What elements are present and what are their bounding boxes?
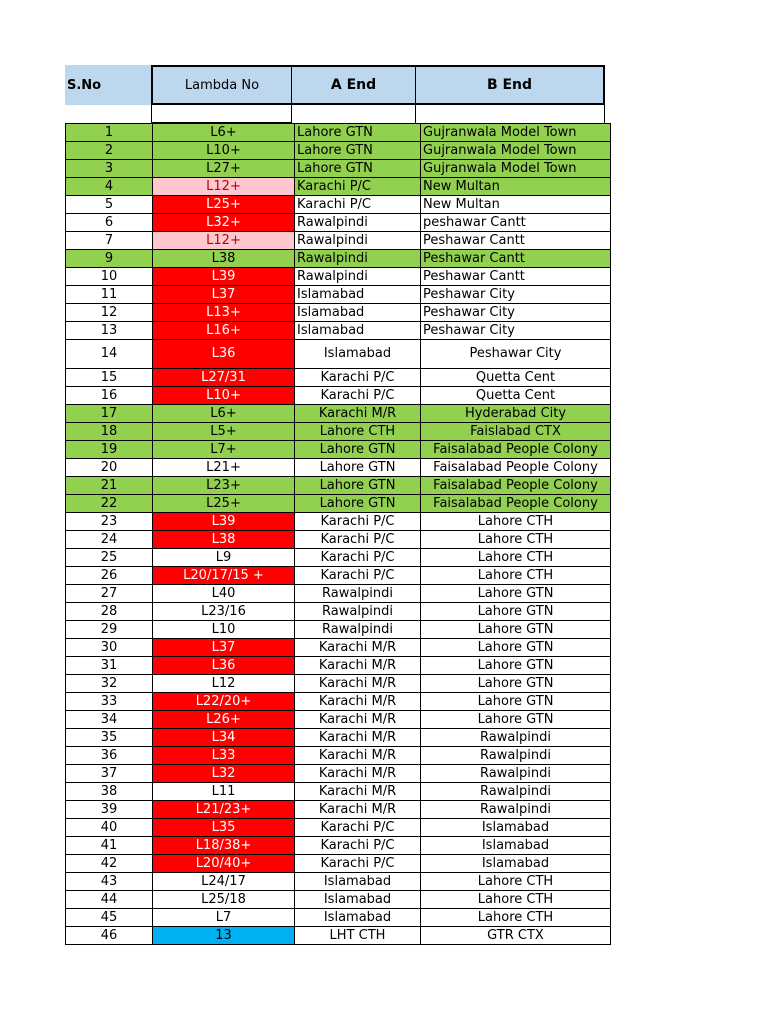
cell-b-end[interactable]: Islamabad [421, 855, 611, 873]
cell-sno[interactable]: 42 [66, 855, 153, 873]
cell-b-end[interactable]: Peshawar City [421, 286, 611, 304]
table-row [66, 322, 611, 340]
cell-a-end[interactable]: Rawalpindi [295, 621, 421, 639]
table-row [66, 232, 611, 250]
cell-sno[interactable]: 30 [66, 639, 153, 657]
cell-sno[interactable]: 16 [66, 387, 153, 405]
cell-sno[interactable]: 15 [66, 369, 153, 387]
table-row [66, 214, 611, 232]
cell-a-end[interactable]: Islamabad [295, 304, 421, 322]
table-row [66, 405, 611, 423]
cell-a-end[interactable]: Karachi M/R [295, 747, 421, 765]
cell-b-end[interactable]: Lahore CTH [421, 567, 611, 585]
cell-a-end[interactable]: Islamabad [295, 909, 421, 927]
cell-sno[interactable]: 18 [66, 423, 153, 441]
cell-sno[interactable]: 26 [66, 567, 153, 585]
cell-lambda-no[interactable]: L32 [153, 765, 295, 783]
cell-a-end[interactable]: Karachi P/C [295, 513, 421, 531]
table-row [66, 531, 611, 549]
cell-sno[interactable]: 46 [66, 927, 153, 945]
cell-lambda-no[interactable]: L26+ [153, 711, 295, 729]
table-row [66, 837, 611, 855]
cell-a-end[interactable]: Karachi P/C [295, 855, 421, 873]
cell-lambda-no[interactable]: L40 [153, 585, 295, 603]
cell-a-end[interactable]: Lahore GTN [295, 160, 421, 178]
table-row [66, 711, 611, 729]
cell-a-end[interactable]: Rawalpindi [295, 232, 421, 250]
cell-lambda-no[interactable]: L9 [153, 549, 295, 567]
table-row [66, 387, 611, 405]
cell-lambda-no[interactable]: L27+ [153, 160, 295, 178]
table-row [66, 765, 611, 783]
cell-sno[interactable]: 43 [66, 873, 153, 891]
cell-sno[interactable]: 41 [66, 837, 153, 855]
cell-sno[interactable]: 24 [66, 531, 153, 549]
table-row [66, 729, 611, 747]
cell-sno[interactable]: 31 [66, 657, 153, 675]
table-row [66, 160, 611, 178]
cell-lambda-no[interactable]: L23/16 [153, 603, 295, 621]
cell-sno[interactable]: 36 [66, 747, 153, 765]
cell-a-end[interactable]: Karachi M/R [295, 783, 421, 801]
table-row [66, 783, 611, 801]
cell-b-end[interactable]: Lahore CTH [421, 513, 611, 531]
table-row [66, 286, 611, 304]
cell-b-end[interactable]: Faisalabad People Colony [421, 459, 611, 477]
header-row [65, 65, 606, 105]
cell-lambda-no[interactable]: L34 [153, 729, 295, 747]
cell-b-end[interactable]: Peshawar Cantt [421, 268, 611, 286]
header-sno[interactable]: S.No [65, 65, 151, 105]
cell-sno[interactable]: 22 [66, 495, 153, 513]
cell-sno[interactable]: 4 [66, 178, 153, 196]
cell-lambda-no[interactable]: L25+ [153, 495, 295, 513]
table-row [66, 819, 611, 837]
table-row [66, 340, 611, 369]
cell-lambda-no[interactable]: L21/23+ [153, 801, 295, 819]
cell-lambda-no[interactable]: L39 [153, 513, 295, 531]
cell-b-end[interactable]: Faisalabad People Colony [421, 495, 611, 513]
cell-sno[interactable]: 19 [66, 441, 153, 459]
cell-a-end[interactable]: Karachi P/C [295, 819, 421, 837]
cell-lambda-no[interactable]: L18/38+ [153, 837, 295, 855]
cell-a-end[interactable]: Karachi M/R [295, 693, 421, 711]
cell-b-end[interactable]: Quetta Cent [421, 369, 611, 387]
cell-a-end[interactable]: Karachi M/R [295, 639, 421, 657]
cell-a-end[interactable]: Islamabad [295, 873, 421, 891]
table-row [66, 801, 611, 819]
cell-b-end[interactable]: Peshawar Cantt [421, 232, 611, 250]
cell-a-end[interactable]: Islamabad [295, 891, 421, 909]
cell-b-end[interactable]: Lahore GTN [421, 693, 611, 711]
cell-b-end[interactable]: Lahore CTH [421, 531, 611, 549]
cell-a-end[interactable]: Karachi P/C [295, 549, 421, 567]
cell-a-end[interactable]: Karachi M/R [295, 675, 421, 693]
blank-cell[interactable] [151, 105, 292, 123]
cell-a-end[interactable]: Islamabad [295, 286, 421, 304]
lambda-table [65, 123, 611, 945]
table-row [66, 477, 611, 495]
cell-lambda-no[interactable]: L24/17 [153, 873, 295, 891]
header-b-end[interactable]: B End [416, 65, 605, 105]
header-a-end[interactable]: A End [292, 65, 416, 105]
cell-b-end[interactable]: peshawar Cantt [421, 214, 611, 232]
cell-sno[interactable]: 25 [66, 549, 153, 567]
cell-lambda-no[interactable]: L36 [153, 340, 295, 369]
blank-cell[interactable] [292, 105, 416, 123]
cell-sno[interactable]: 11 [66, 286, 153, 304]
cell-b-end[interactable]: Lahore GTN [421, 603, 611, 621]
table-row [66, 693, 611, 711]
cell-lambda-no[interactable]: L20/40+ [153, 855, 295, 873]
cell-lambda-no[interactable]: L37 [153, 639, 295, 657]
cell-lambda-no[interactable]: L12+ [153, 178, 295, 196]
table-row [66, 891, 611, 909]
cell-lambda-no[interactable]: L10+ [153, 142, 295, 160]
cell-b-end[interactable]: Faisalabad People Colony [421, 477, 611, 495]
table-row [66, 567, 611, 585]
cell-a-end[interactable]: Rawalpindi [295, 603, 421, 621]
cell-lambda-no[interactable]: L13+ [153, 304, 295, 322]
table-row [66, 178, 611, 196]
cell-a-end[interactable]: Karachi P/C [295, 837, 421, 855]
cell-b-end[interactable]: Islamabad [421, 819, 611, 837]
cell-lambda-no[interactable]: L39 [153, 268, 295, 286]
table-row [66, 603, 611, 621]
table-row [66, 855, 611, 873]
cell-lambda-no[interactable]: L38 [153, 250, 295, 268]
cell-sno[interactable]: 45 [66, 909, 153, 927]
cell-lambda-no[interactable]: L22/20+ [153, 693, 295, 711]
cell-b-end[interactable]: Lahore GTN [421, 639, 611, 657]
cell-a-end[interactable]: Karachi M/R [295, 711, 421, 729]
table-row [66, 495, 611, 513]
cell-lambda-no[interactable]: L32+ [153, 214, 295, 232]
cell-a-end[interactable]: Lahore GTN [295, 441, 421, 459]
cell-b-end[interactable]: Lahore GTN [421, 657, 611, 675]
cell-sno[interactable]: 37 [66, 765, 153, 783]
cell-lambda-no[interactable]: L11 [153, 783, 295, 801]
cell-lambda-no[interactable]: L7 [153, 909, 295, 927]
cell-sno[interactable]: 33 [66, 693, 153, 711]
cell-b-end[interactable]: Peshawar City [421, 340, 611, 369]
blank-cell[interactable] [416, 105, 605, 123]
cell-a-end[interactable]: Lahore GTN [295, 477, 421, 495]
cell-a-end[interactable]: LHT CTH [295, 927, 421, 945]
table-row [66, 585, 611, 603]
cell-sno[interactable]: 17 [66, 405, 153, 423]
table-row [66, 441, 611, 459]
cell-b-end[interactable]: Gujranwala Model Town [421, 124, 611, 142]
table-row [66, 873, 611, 891]
cell-a-end[interactable]: Karachi M/R [295, 765, 421, 783]
cell-b-end[interactable]: Lahore CTH [421, 873, 611, 891]
cell-lambda-no[interactable]: L36 [153, 657, 295, 675]
cell-sno[interactable]: 27 [66, 585, 153, 603]
cell-b-end[interactable]: Quetta Cent [421, 387, 611, 405]
cell-sno[interactable]: 12 [66, 304, 153, 322]
cell-b-end[interactable]: Faisalabad People Colony [421, 441, 611, 459]
cell-b-end[interactable]: Rawalpindi [421, 765, 611, 783]
cell-b-end[interactable]: Faislabad CTX [421, 423, 611, 441]
cell-sno[interactable]: 44 [66, 891, 153, 909]
cell-lambda-no[interactable]: L25+ [153, 196, 295, 214]
cell-sno[interactable]: 39 [66, 801, 153, 819]
table-row [66, 196, 611, 214]
cell-a-end[interactable]: Karachi P/C [295, 196, 421, 214]
table-row [66, 549, 611, 567]
cell-b-end[interactable]: Rawalpindi [421, 783, 611, 801]
cell-a-end[interactable]: Karachi P/C [295, 178, 421, 196]
cell-b-end[interactable]: Islamabad [421, 837, 611, 855]
cell-lambda-no[interactable]: L23+ [153, 477, 295, 495]
cell-lambda-no[interactable]: L38 [153, 531, 295, 549]
cell-sno[interactable]: 3 [66, 160, 153, 178]
table-row [66, 927, 611, 945]
blank-row [65, 105, 606, 123]
cell-lambda-no[interactable]: L10+ [153, 387, 295, 405]
table-row [66, 747, 611, 765]
cell-a-end[interactable]: Lahore GTN [295, 142, 421, 160]
cell-a-end[interactable]: Karachi M/R [295, 657, 421, 675]
cell-a-end[interactable]: Rawalpindi [295, 268, 421, 286]
cell-b-end[interactable]: Lahore CTH [421, 891, 611, 909]
cell-sno[interactable]: 10 [66, 268, 153, 286]
cell-sno[interactable]: 9 [66, 250, 153, 268]
cell-lambda-no[interactable]: L20/17/15 + [153, 567, 295, 585]
table-row [66, 639, 611, 657]
cell-sno[interactable]: 29 [66, 621, 153, 639]
cell-sno[interactable]: 32 [66, 675, 153, 693]
cell-sno[interactable]: 1 [66, 124, 153, 142]
cell-lambda-no[interactable]: L33 [153, 747, 295, 765]
cell-b-end[interactable]: Gujranwala Model Town [421, 142, 611, 160]
header-lambda-no[interactable]: Lambda No [151, 65, 292, 105]
cell-b-end[interactable]: Rawalpindi [421, 747, 611, 765]
cell-a-end[interactable]: Lahore GTN [295, 459, 421, 477]
cell-lambda-no[interactable]: L25/18 [153, 891, 295, 909]
cell-lambda-no[interactable]: L37 [153, 286, 295, 304]
cell-b-end[interactable]: New Multan [421, 178, 611, 196]
table-row [66, 459, 611, 477]
table-row [66, 621, 611, 639]
cell-lambda-no[interactable]: L7+ [153, 441, 295, 459]
cell-a-end[interactable]: Lahore CTH [295, 423, 421, 441]
cell-b-end[interactable]: Rawalpindi [421, 729, 611, 747]
cell-sno[interactable]: 34 [66, 711, 153, 729]
cell-a-end[interactable]: Karachi P/C [295, 531, 421, 549]
cell-b-end[interactable]: Lahore CTH [421, 909, 611, 927]
cell-a-end[interactable]: Islamabad [295, 340, 421, 369]
cell-a-end[interactable]: Lahore GTN [295, 124, 421, 142]
table-row [66, 268, 611, 286]
cell-a-end[interactable]: Rawalpindi [295, 214, 421, 232]
cell-b-end[interactable]: Peshawar Cantt [421, 250, 611, 268]
cell-lambda-no[interactable]: L21+ [153, 459, 295, 477]
cell-lambda-no[interactable]: 13 [153, 927, 295, 945]
cell-b-end[interactable]: Lahore GTN [421, 711, 611, 729]
cell-b-end[interactable]: Hyderabad City [421, 405, 611, 423]
cell-sno[interactable]: 13 [66, 322, 153, 340]
cell-sno[interactable]: 28 [66, 603, 153, 621]
cell-lambda-no[interactable]: L27/31 [153, 369, 295, 387]
cell-b-end[interactable]: Lahore CTH [421, 549, 611, 567]
cell-a-end[interactable]: Karachi P/C [295, 369, 421, 387]
cell-a-end[interactable]: Islamabad [295, 322, 421, 340]
cell-lambda-no[interactable]: L12 [153, 675, 295, 693]
table-row [66, 657, 611, 675]
cell-lambda-no[interactable]: L6+ [153, 405, 295, 423]
cell-sno[interactable]: 14 [66, 340, 153, 369]
table-row [66, 250, 611, 268]
cell-sno[interactable]: 20 [66, 459, 153, 477]
table-row [66, 513, 611, 531]
cell-lambda-no[interactable]: L12+ [153, 232, 295, 250]
cell-sno[interactable]: 35 [66, 729, 153, 747]
cell-sno[interactable]: 40 [66, 819, 153, 837]
table-row [66, 142, 611, 160]
table-row [66, 124, 611, 142]
cell-b-end[interactable]: Lahore GTN [421, 621, 611, 639]
cell-a-end[interactable]: Karachi M/R [295, 729, 421, 747]
cell-sno[interactable]: 38 [66, 783, 153, 801]
cell-a-end[interactable]: Rawalpindi [295, 585, 421, 603]
cell-sno[interactable]: 23 [66, 513, 153, 531]
cell-b-end[interactable]: New Multan [421, 196, 611, 214]
cell-lambda-no[interactable]: L5+ [153, 423, 295, 441]
cell-a-end[interactable]: Karachi P/C [295, 387, 421, 405]
cell-sno[interactable]: 7 [66, 232, 153, 250]
cell-a-end[interactable]: Rawalpindi [295, 250, 421, 268]
table-row [66, 909, 611, 927]
cell-a-end[interactable]: Karachi M/R [295, 801, 421, 819]
cell-b-end[interactable]: Lahore GTN [421, 675, 611, 693]
table-row [66, 304, 611, 322]
cell-sno[interactable]: 6 [66, 214, 153, 232]
cell-lambda-no[interactable]: L16+ [153, 322, 295, 340]
cell-lambda-no[interactable]: L6+ [153, 124, 295, 142]
cell-b-end[interactable]: GTR CTX [421, 927, 611, 945]
spreadsheet [65, 65, 606, 945]
cell-lambda-no[interactable]: L35 [153, 819, 295, 837]
table-row [66, 369, 611, 387]
cell-b-end[interactable]: Lahore GTN [421, 585, 611, 603]
cell-b-end[interactable]: Peshawar City [421, 304, 611, 322]
table-row [66, 423, 611, 441]
cell-a-end[interactable]: Karachi P/C [295, 567, 421, 585]
cell-a-end[interactable]: Lahore GTN [295, 495, 421, 513]
cell-a-end[interactable]: Karachi M/R [295, 405, 421, 423]
table-row [66, 675, 611, 693]
cell-sno[interactable]: 2 [66, 142, 153, 160]
cell-sno[interactable]: 5 [66, 196, 153, 214]
cell-lambda-no[interactable]: L10 [153, 621, 295, 639]
cell-b-end[interactable]: Rawalpindi [421, 801, 611, 819]
cell-b-end[interactable]: Peshawar City [421, 322, 611, 340]
cell-sno[interactable]: 21 [66, 477, 153, 495]
cell-b-end[interactable]: Gujranwala Model Town [421, 160, 611, 178]
